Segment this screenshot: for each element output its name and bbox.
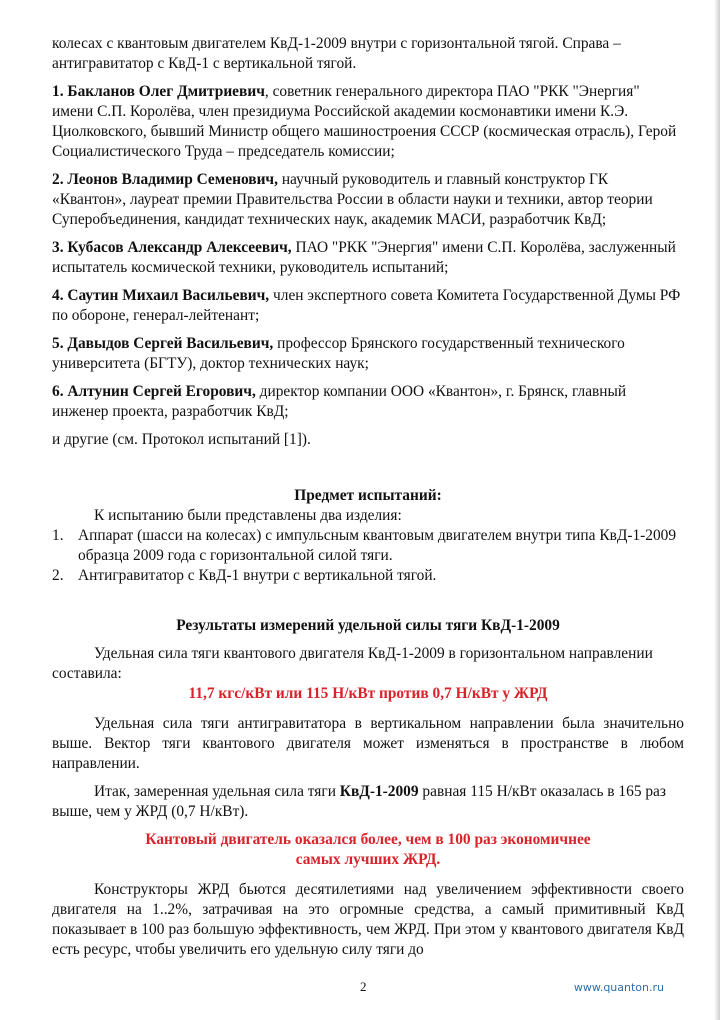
page-content xyxy=(52,34,684,968)
member-role: , советник генерального директора ПАО "РКК "Энергия" имени С.П. Королёва, член президиума Российской академии космонавтики имени К.Э. Циолковского, бывший Министр общего машиностроения СССР (космическая отрасль), Герой Социалистического Труда – председатель комиссии; xyxy=(52,83,677,160)
member-name: 4. Саутин Михаил Васильевич, xyxy=(52,287,270,304)
conclusion-line-2: самых лучших ЖРД. xyxy=(295,851,441,868)
list-item-text: Антигравитатор с КвД-1 внутри с вертикальной тягой. xyxy=(78,567,437,584)
results-paragraph-2: Удельная сила тяги антигравитатора в вертикальном направлении была значительно выше. Вектор тяги квантового двигателя может изменяться в пространстве в любом направлении. xyxy=(52,715,684,772)
member-role: научный руководитель и главный конструктор ГК «Квантон», лауреат премии Правительства России в области науки и техники, автор теории Суперобъединения, кандидат технических наук, академик МАСИ, разработчик КвД; xyxy=(52,171,653,228)
conclusion-line-1: Кантовый двигатель оказался более, чем в 100 раз экономичнее xyxy=(145,831,591,848)
text-part: равная 115 Н/кВт оказалась в 165 раз выше, чем у ЖРД (0,7 Н/кВт). xyxy=(52,783,666,820)
list-item-number: 1. xyxy=(52,527,64,544)
results-highlight: 11,7 кгс/кВт или 115 Н/кВт против 0,7 Н/кВт у ЖРД xyxy=(188,685,548,702)
intro-paragraph: колесах с квантовым двигателем КвД-1-2009 внутри с горизонтальной тягой. Справа – антигравитатор с КвД-1 с вертикальной тягой. xyxy=(52,35,621,72)
results-paragraph-1: Удельная сила тяги квантового двигателя КвД-1-2009 в горизонтальном направлении составила: xyxy=(52,645,653,682)
subject-list xyxy=(52,526,684,586)
member-name: 1. Бакланов Олег Дмитриевич xyxy=(52,83,265,100)
results-paragraph-3 xyxy=(52,782,684,822)
results-heading: Результаты измерений удельной силы тяги КвД-1-2009 xyxy=(176,617,560,634)
engine-model: КвД-1-2009 xyxy=(339,783,419,800)
member-role: ПАО "РКК "Энергия" имени С.П. Королёва, заслуженный испытатель космической техники, руководитель испытаний; xyxy=(52,239,676,276)
member-name: 3. Кубасов Александр Алексеевич, xyxy=(52,239,292,256)
list-item-text: Аппарат (шасси на колесах) с импульсным квантовым двигателем внутри типа КвД-1-2009 образца 2009 года с горизонтальной силой тяги. xyxy=(78,527,677,564)
member-name: 6. Алтунин Сергей Егорович, xyxy=(52,383,256,400)
footer-url[interactable]: www.quanton.ru xyxy=(573,981,664,994)
subject-heading: Предмет испытаний: xyxy=(294,487,442,504)
member-name: 5. Давыдов Сергей Васильевич, xyxy=(52,335,274,352)
member-5 xyxy=(52,334,684,374)
member-3 xyxy=(52,238,684,278)
member-name: 2. Леонов Владимир Семенович, xyxy=(52,171,278,188)
results-paragraph-4: Конструкторы ЖРД бьются десятилетиями над увеличением эффективности своего двигателя на 1..2%, затрачивая на это огромные средства, а самый примитивный КвД показывает в 100 раз большую эффективность, чем ЖРД. При этом у квантового двигателя КвД есть ресурс, чтобы увеличить его удельную силу тяги до xyxy=(52,881,684,958)
member-1 xyxy=(52,82,684,162)
member-role: профессор Брянского государственный технического университета (БГТУ), доктор технических наук; xyxy=(52,335,625,372)
member-4 xyxy=(52,286,684,326)
text-part: Итак, замеренная удельная сила тяги xyxy=(94,783,340,800)
member-6 xyxy=(52,382,684,422)
page-number: 2 xyxy=(360,979,367,994)
others-line: и другие (см. Протокол испытаний [1]). xyxy=(52,431,311,448)
subject-lead: К испытанию были представлены два изделия: xyxy=(94,507,402,524)
member-role: член экспертного совета Комитета Государственной Думы РФ по обороне, генерал-лейтенант; xyxy=(52,287,681,324)
member-role: директор компании ООО «Квантон», г. Брянск, главный инженер проекта, разработчик КвД; xyxy=(52,383,627,420)
list-item-number: 2. xyxy=(52,567,64,584)
member-2 xyxy=(52,170,684,230)
list-item xyxy=(52,526,684,566)
list-item xyxy=(52,566,684,586)
